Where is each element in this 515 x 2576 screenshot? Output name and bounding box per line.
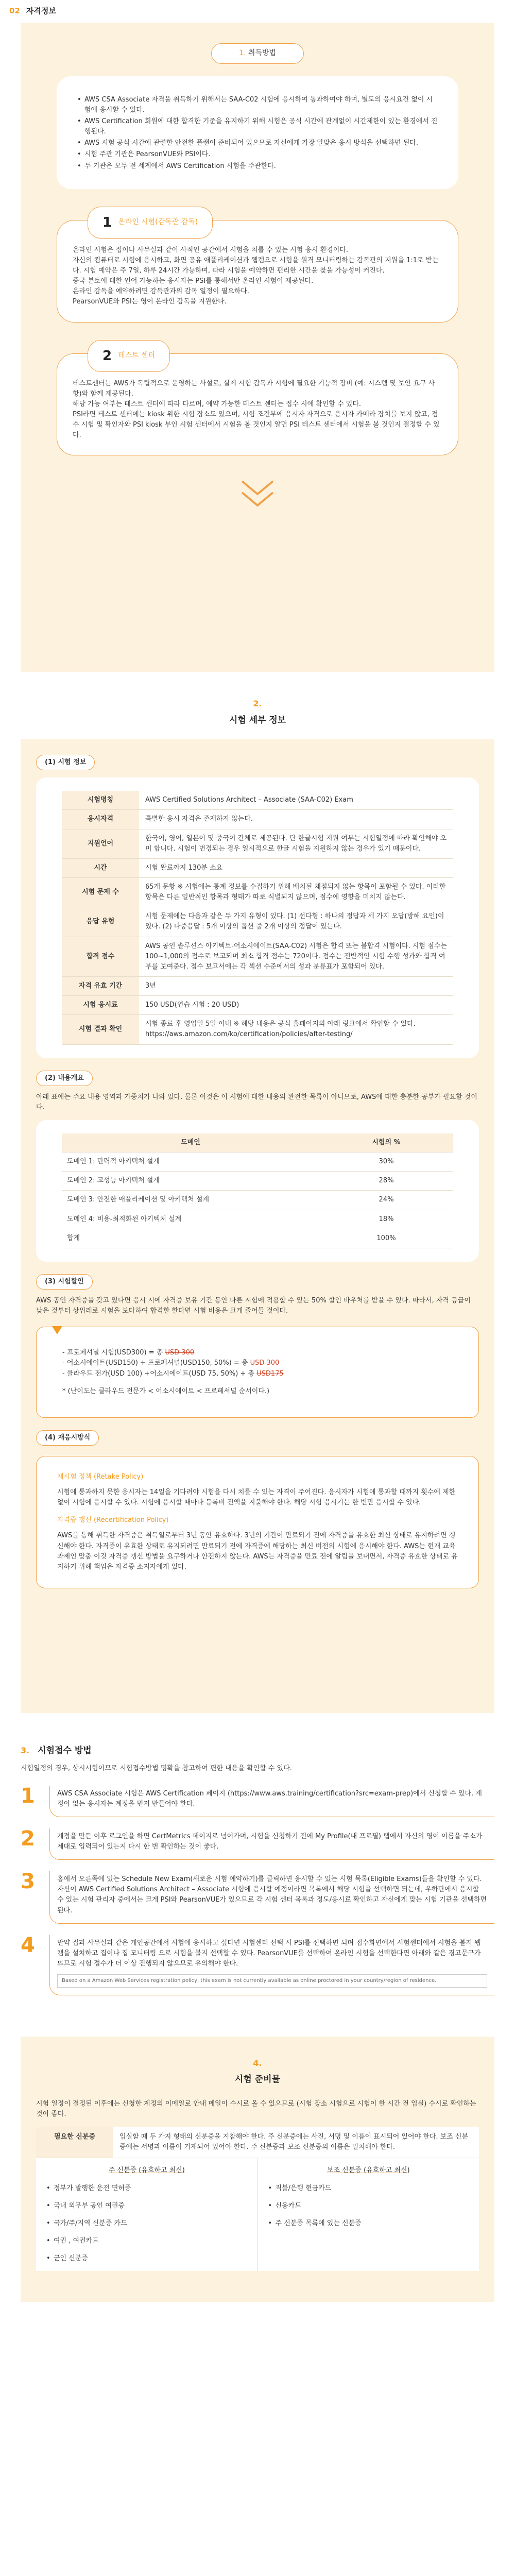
domain-pct: 24%	[319, 1191, 453, 1210]
table-row	[62, 829, 453, 858]
section-title: 시험접수 방법	[38, 1745, 92, 1756]
list-item: • 직불/은행 현금카드	[268, 2183, 469, 2194]
table-row	[62, 1153, 453, 1172]
step-text: 계정을 만든 이후 로그인을 하면 CertMetrics 페이지로 넘어가며, 시험을 신청하기 전에 My Profile(내 프로필) 탭에서 자신의 영어 이름을 주소가 제대로 입력되어 있는지 다시 한 번 확인하는 것이 좋다.	[49, 1828, 494, 1860]
section-number: 2.	[253, 699, 262, 708]
bullet: • AWS Certification 회원에 대한 합격한 기준을 유지하기 위해 시험은 공식 시간에 관계없이 시간제한이 있는 환경에서 진행된다.	[77, 116, 438, 137]
preparation-intro: 시험 일정이 결정된 이후에는 신청한 계정의 이메일로 안내 메일이 수시로 올 수 있으므로 (시험 장소 시험으로 시험이 한 시간 전 입실) 수시로 확인하는 것이 좋다.	[36, 2099, 476, 2118]
domain-name: 합계	[62, 1229, 319, 1248]
domain-card	[36, 1120, 479, 1262]
row-key: 자격 유효 기간	[62, 976, 139, 995]
policy-tag: (4) 재응시방식	[36, 1430, 99, 1446]
info-card	[36, 777, 479, 1058]
table-row	[62, 1191, 453, 1210]
row-key: 필요한 신분증	[36, 2127, 113, 2158]
table-row	[62, 996, 453, 1015]
row-key: 지원언어	[62, 829, 139, 858]
discount-line	[62, 1348, 453, 1358]
domain-name: 도메인 1: 탄력적 아키텍처 설계	[62, 1153, 319, 1172]
table-row	[62, 976, 453, 995]
info-tag: (1) 시험 정보	[36, 755, 95, 770]
callout-line: PearsonVUE와 PSI는 영어 온라인 감독을 지원한다.	[73, 298, 227, 306]
row-value: 입실할 때 두 가지 형태의 신분증을 지참해야 한다. 주 신분증에는 사진, 서명 및 이름이 표시되어 있어야 한다. 보조 신분증에는 서명과 이름이 기재되어 있어야 한다. 주 신분증과 보조 신분증의 이름은 일치해야 한다.	[113, 2127, 479, 2158]
preparation-section	[21, 2037, 494, 2302]
step-text: AWS CSA Associate 시험은 AWS Certification 페이지 (https://www.aws.training/certification?src=exam-prep)에서 신청할 수 있다. 계정이 없는 응시자는 계정을 먼저 만들어야 한다.	[49, 1786, 494, 1817]
domain-name: 도메인 3: 안전한 애플리케이션 및 아키텍처 설계	[62, 1191, 319, 1210]
domain-tag: (2) 내용개요	[36, 1071, 93, 1086]
callout-line: 해당 가능 여부는 테스트 센터에 따라 다르며, 예약 가능한 테스트 센터는 접수 시에 확인할 수 있다.	[73, 400, 362, 408]
registration-notice: Based on a Amazon Web Services registration policy, this exam is not currently available as online proctored in your country/region of residence.	[57, 1974, 487, 1988]
table-row	[62, 858, 453, 877]
domain-intro: 아래 표에는 주요 내용 영역과 가중치가 나와 있다. 물론 이것은 이 시험에 대한 내용의 완전한 목록이 아니므로, AWS에 대한 충분한 공부가 필요할 것이다.	[36, 1093, 477, 1111]
bullet: • AWS CSA Associate 자격을 취득하기 위해서는 SAA-C02 시험에 응시하여 통과하여야 하며, 별도의 응시요건 없이 시험에 응시할 수 있다.	[77, 95, 438, 115]
row-value: 150 USD(연습 시험 : 20 USD)	[139, 996, 453, 1015]
callout-line: 자신의 컴퓨터로 시험에 응시하고, 화면 공유 애플리케이션과 웹캠으로 시험을 원격 모니터링하는 감독관의 지원을 1:1로 받는다. 시험 예약은 주 7일, 하루 24시간 가능하며, 따라 시험을 예약하면 편리한 시간을 찾을 가능성이 커진다.	[73, 256, 439, 275]
table-row	[62, 937, 453, 976]
domain-name: 도메인 2: 고성능 아키텍처 설계	[62, 1172, 319, 1191]
list-item: • 국내 외무부 공인 여권증	[46, 2201, 247, 2211]
step-number: 1	[21, 1784, 35, 1808]
row-key: 시간	[62, 858, 139, 877]
discount-note: * (난이도는 클라우드 전문가 < 어소시에이트 < 프로페셔널 순서이다.)	[62, 1387, 270, 1395]
retake-box	[36, 1456, 479, 1588]
discount-price: USD175	[256, 1369, 284, 1378]
triangle-marker-icon	[52, 1326, 62, 1334]
domain-pct: 18%	[319, 1210, 453, 1229]
row-key: 시험 결과 확인	[62, 1015, 139, 1044]
pill-number: 1.	[239, 49, 246, 57]
callout-line: 온라인 시험은 집이나 사무실과 같이 사적인 공간에서 시험을 치를 수 있는 시험 응시 환경이다.	[73, 246, 349, 254]
acquisition-pill	[211, 43, 304, 64]
discount-line	[62, 1358, 453, 1368]
table-header-row	[62, 1133, 453, 1153]
online-exam-callout	[57, 214, 458, 323]
discount-label: - 클라우드 전가(USD 100) +어소시에이트(USD 75, 50%) + 총	[62, 1369, 257, 1378]
domain-table	[62, 1133, 453, 1248]
row-key: 합격 점수	[62, 937, 139, 976]
row-value: 65개 문항 ※ 시험에는 통계 정보를 수집하기 위해 배치된 채점되지 않는 항목이 포함될 수 있다. 이러한 항목은 다른 일반적인 항목과 형태가 따로 식별되지 않으며, 점수에 영향을 미치지 않는다.	[139, 877, 453, 907]
list-item: • 정부가 발행한 운전 면허증	[46, 2183, 247, 2194]
step-number: 3	[21, 1870, 35, 1894]
row-value: AWS Certified Solutions Architect – Associate (SAA-C02) Exam	[139, 791, 453, 810]
row-value: AWS 공인 솔루션스 아키텍트-어소시에이트(SAA-C02) 시험은 합격 또는 불합격 시험이다. 시험 점수는 100~1,000의 점수로 보고되며 최소 합격 점수는 720이다. 점수는 전반적인 시험 수행 성과와 합격 여부를 보여준다. 점수 보고서에는 각 섹션 수준에서의 성과 분류표가 포함되어 있다.	[139, 937, 453, 976]
discount-label: - 프로페셔널 시험(USD300) = 총	[62, 1349, 165, 1357]
table-row	[62, 791, 453, 810]
domain-pct: 28%	[319, 1172, 453, 1191]
list-item: • 군인 신분증	[46, 2253, 247, 2264]
list-item: • 여권 , 여권카드	[46, 2236, 247, 2246]
row-value: 시험 종료 후 영업일 5일 이내 ※ 해당 내용은 공식 홈페이지의 아래 링크에서 확인할 수 있다. https://aws.amazon.com/ko/certification/policies/after-testing/	[139, 1015, 453, 1044]
row-value: 3년	[139, 976, 453, 995]
discount-label: - 어소시에이트(USD150) + 프로페셔널(USD150, 50%) = 총	[62, 1359, 250, 1367]
exam-details-section	[0, 692, 515, 1713]
step-item	[21, 1786, 494, 1817]
column-header: 시험의 %	[319, 1133, 453, 1153]
table-row	[62, 810, 453, 829]
registration-section	[0, 1713, 515, 1995]
list-item: • 주 신분증 목록에 있는 신분증	[268, 2218, 469, 2229]
callout-line: 중국 본토에 대한 언어 가능하는 응시자는 PSI를 통해서만 온라인 시험이 제공된다.	[73, 277, 314, 285]
acquisition-bullets	[57, 76, 458, 189]
registration-intro: 시험일정의 경우, 상시시험이므로 시험접수방법 명확을 참고하여 편한 내용을 확인할 수 있다.	[21, 1765, 292, 1773]
step-text: 만약 집과 사무실과 같은 개인공간에서 시험에 응시하고 싶다면 시험센터 선택 시 PSI를 선택하면 되며 접수화면에서 시험센터에서 시험을 볼지 웹캠을 설치하고 집이나 집 모니터링 으로 시험을 볼지 선택할 수 있다. PearsonVUE를 선택하여 온라인 시험을 선택한다면 아래와 같은 경고문구가 뜨므로 시험 접수가 더 이상 진행되지 않으므로 유의해야 한다.	[57, 1939, 481, 1968]
test-center-callout	[57, 348, 458, 456]
retake-heading: 재시험 정책 (Retake Policy)	[57, 1472, 144, 1481]
list-item: • 국가/주/지역 신분증 카드	[46, 2218, 247, 2229]
list-item: • 신용카드	[268, 2201, 469, 2211]
step-body	[49, 1935, 494, 1995]
primary-id-column	[36, 2158, 258, 2271]
bullet: • 두 기관은 모두 전 세계에서 AWS Certification 시험을 주관한다.	[77, 161, 438, 172]
step-text: 홈에서 오른쪽에 있는 Schedule New Exam(새로운 시험 예약하기)를 클릭하면 응시할 수 있는 시험 목록(Eligible Exams)들을 확인할 수 있다. 자신이 AWS Certified Solutions Architect – Associate 시험에 응시할 예정이라면 목록에서 해당 시험을 선택하면 되는데, 우하단에서 응시할 수 있는 시험 관리자 중에서는 크게 PSI와 PearsonVUE가 있으므로 각 시험 센터 목록과 정도/응시료 확인하고 자신에게 맞는 시험 기관을 선택하면 된다.	[49, 1871, 494, 1924]
top-header	[0, 0, 515, 23]
discount-price: USD 300	[165, 1349, 195, 1357]
id-requirement-table	[36, 2127, 479, 2158]
table-row	[62, 1015, 453, 1044]
secondary-id-column	[258, 2158, 479, 2271]
row-value: 시험 문제에는 다음과 같은 두 가지 유형이 있다. (1) 선다형 : 하나의 정답과 세 가지 오답(방해 요인)이 있다. (2) 다중응답 : 5개 이상의 옵션 중 2개 이상의 정답이 있는다.	[139, 907, 453, 937]
row-key: 응시자격	[62, 810, 139, 829]
section-title: 자격정보	[26, 6, 56, 16]
callout-line: PSI라면 테스트 센터에는 kiosk 위한 시험 장소도 있으며, 시험 조건부에 응시자 자격으로 응시자 카메라 장치를 보지 않고, 점수 시험 및 확인자와 PSI kiosk 부인 시험 센터에서 시험을 볼 것인지 알면 PSI 테스트 센터에서 시험을 볼 것인지 결정할 수 있다.	[73, 410, 440, 439]
callout-header	[88, 340, 170, 372]
step-item	[21, 1828, 494, 1860]
column-title: 보조 신분증 (유효하고 최신)	[327, 2166, 410, 2175]
bullet: • 시험 주관 기관은 PearsonVUE와 PSI이다.	[77, 149, 438, 160]
callout-header	[88, 207, 213, 239]
callout-number: 1	[102, 214, 112, 230]
discount-intro: AWS 공인 자격증을 갖고 있다면 응시 시에 자격증 보유 기간 동안 다른 시험에 적용할 수 있는 50% 할인 바우처를 받을 수 있다. 따라서, 자격 등급이 낮은 것부터 상위레로 시험을 보다하여 합격한 한다면 시험 비용은 크게 줄어들 것이다.	[36, 1296, 471, 1315]
section-title: 시험 준비물	[234, 2074, 281, 2085]
discount-tag: (3) 시험할인	[36, 1274, 93, 1290]
section-number: 3.	[21, 1745, 30, 1755]
info-table	[62, 791, 453, 1044]
chevron-down-icon	[57, 476, 458, 516]
step-number: 2	[21, 1826, 35, 1851]
table-row	[62, 877, 453, 907]
row-key: 시험 응시료	[62, 996, 139, 1015]
bullet: • AWS 시험 공식 시간에 관련한 안전한 플랜이 준비되어 있으므로 자신에게 가장 알맞은 응시 방식을 선택하면 된다.	[77, 138, 438, 148]
callout-number: 2	[102, 348, 112, 364]
recert-heading: 자격증 갱신 (Recertification Policy)	[57, 1516, 169, 1524]
column-header: 도메인	[62, 1133, 319, 1153]
table-row	[62, 907, 453, 937]
retake-text: 시험에 통과하지 못한 응시자는 14일을 기다려야 시험을 다시 치를 수 있는 자격이 주어진다. 응시자가 시험에 통과할 때까지 횟수에 제한 없이 시험에 응시할 수 있다. 시험에 응시할 때마다 등록비 전액을 지불해야 한다. 해당 시험 응시기는 한 번만 응시할 수 있다.	[57, 1488, 456, 1507]
recert-text: AWS를 통해 취득한 자격증은 취득일로부터 3년 동안 유효하다. 3년의 기간이 만료되기 전에 자격증을 유효한 최신 상태로 유지하려면 갱신해야 한다. 자격증이 유효한 상태로 유지되려면 만료되기 전에 자격증에 해당하는 최신 버전의 시험에 응시해야 한다. AWS는 현재 교육 과제인 맞춤 이것 자격증 갱신 방법을 요구하거나 안전하지 않는다. AWS는 자격증을 만료 전에 알림을 보내면서, 자격증 유효한 상태로 유지하기 위해 책임은 자격증 소지자에게 있다.	[57, 1532, 458, 1571]
section-number: 02	[9, 6, 20, 16]
section-title: 시험 세부 정보	[229, 715, 286, 725]
callout-line: 테스트센터는 AWS가 독립적으로 운영하는 사설로, 실제 시험 감독과 시험에 필요한 기능적 장비 (예: 시스템 및 보안 요구 사항)와 함께 제공된다.	[73, 379, 435, 398]
callout-label: 테스트 센터	[118, 351, 156, 360]
step-number: 4	[21, 1933, 35, 1957]
table-row	[62, 1229, 453, 1248]
callout-label: 온라인 시험(감독관 감독)	[118, 217, 198, 226]
row-key: 응답 유형	[62, 907, 139, 937]
pill-label: 취득방법	[248, 49, 276, 57]
row-value: 시험 완료까지 130분 소요	[139, 858, 453, 877]
section-number: 4.	[253, 2058, 262, 2068]
row-key: 시험 문제 수	[62, 877, 139, 907]
table-row	[62, 1172, 453, 1191]
domain-name: 도메인 4: 비용-최적화된 아키텍처 설계	[62, 1210, 319, 1229]
table-row	[62, 1210, 453, 1229]
discount-box	[36, 1327, 479, 1418]
row-value: 한국어, 영어, 일본어 및 중국어 간체로 제공된다. 단 한글시험 지원 여부는 시험일정에 따라 확인해야 오미 합니다. 시험이 변경되는 경우 일시적으로 한글 시험을 지원하지 않는 경우가 있기 때문이다.	[139, 829, 453, 858]
step-item	[21, 1871, 494, 1924]
column-title: 주 신분증 (유효하고 최신)	[108, 2166, 185, 2175]
domain-pct: 100%	[319, 1229, 453, 1248]
acquisition-section	[21, 23, 494, 672]
domain-pct: 30%	[319, 1153, 453, 1172]
callout-line: 온라인 감독을 예약하려면 감독관과의 감독 일정이 필요하다.	[73, 287, 249, 296]
row-key: 시험명칭	[62, 791, 139, 810]
discount-line	[62, 1369, 453, 1379]
table-row	[36, 2127, 479, 2158]
discount-price: USD 300	[250, 1359, 280, 1367]
id-columns	[36, 2158, 479, 2271]
row-value: 특별한 응시 자격은 존재하지 않는다.	[139, 810, 453, 829]
step-item	[21, 1935, 494, 1995]
